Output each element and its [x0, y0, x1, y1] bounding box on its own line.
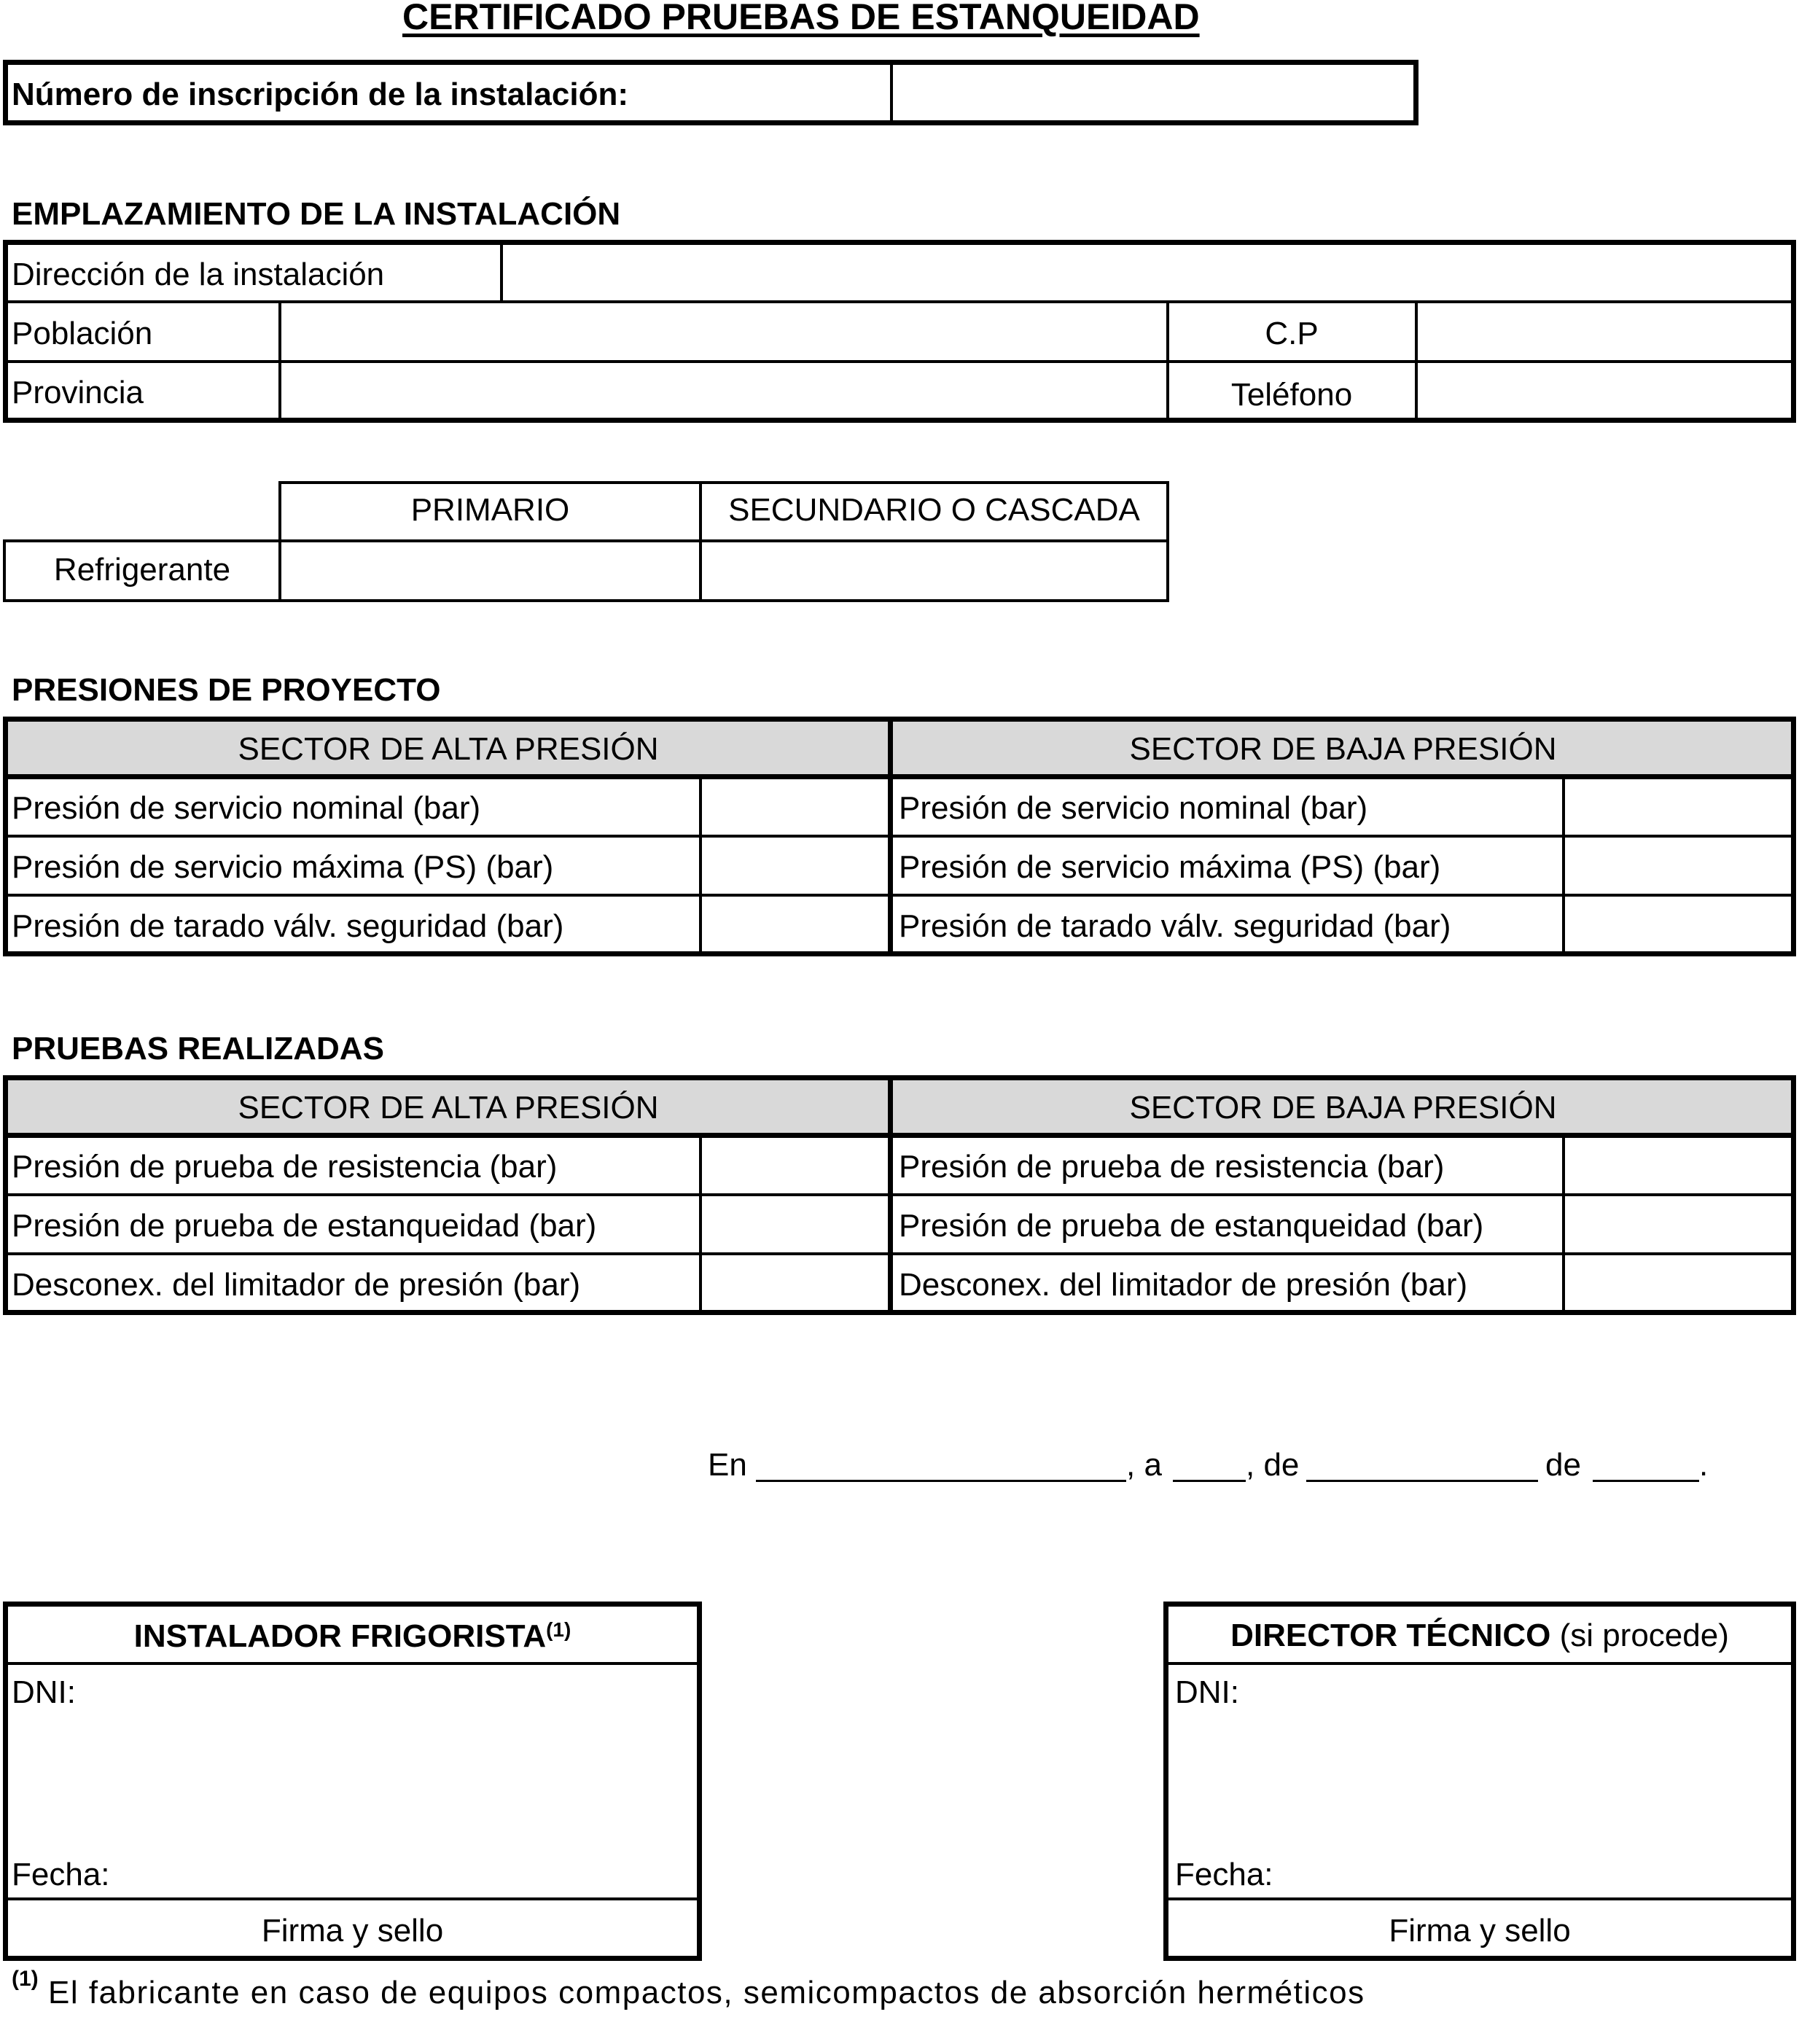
design-low-value-2[interactable]	[1566, 838, 1790, 892]
date-line-end: .	[1699, 1447, 1709, 1483]
registration-label: Número de inscripción de la instalación:	[12, 77, 628, 112]
city-label: Población	[12, 316, 153, 351]
refrigerant-col-secondary: SECUNDARIO O CASCADA	[728, 492, 1140, 528]
tests-low-row-3: Desconex. del limitador de presión (bar)	[899, 1267, 1468, 1303]
location-row-divider-2	[6, 360, 1793, 363]
design-value-divider-low	[1562, 777, 1565, 953]
tests-high-value-2[interactable]	[703, 1197, 885, 1251]
location-col-divider-b	[278, 302, 281, 420]
place-blank[interactable]	[756, 1480, 1126, 1482]
date-line-de1: , de	[1246, 1447, 1300, 1483]
design-divider-2	[6, 894, 1793, 897]
installer-sign-divider	[6, 1897, 699, 1900]
page-title: CERTIFICADO PRUEBAS DE ESTANQUEIDAD	[402, 0, 1200, 37]
tests-low-title: SECTOR DE BAJA PRESIÓN	[1129, 1090, 1557, 1126]
footnote-ref: (1)	[12, 1967, 39, 1991]
design-high-row-3: Presión de tarado válv. seguridad (bar)	[12, 908, 564, 944]
design-high-value-2[interactable]	[703, 838, 885, 892]
address-label: Dirección de la instalación	[12, 257, 385, 292]
date-line-a: , a	[1126, 1447, 1162, 1483]
design-low-value-3[interactable]	[1566, 897, 1790, 951]
month-blank[interactable]	[1306, 1480, 1538, 1482]
installer-title-wrap	[6, 1620, 699, 1653]
director-date-label: Fecha:	[1175, 1857, 1273, 1892]
footnote-text: El fabricante en caso de equipos compactos, semicompactos de absorción herméticos	[48, 1975, 1365, 2010]
design-low-row-2: Presión de servicio máxima (PS) (bar)	[899, 849, 1441, 885]
refrigerant-secondary-field[interactable]	[702, 542, 1166, 599]
tests-low-value-2[interactable]	[1566, 1197, 1790, 1251]
refrigerant-primary-field[interactable]	[281, 542, 699, 599]
design-high-value-3[interactable]	[703, 897, 885, 951]
design-value-divider-high	[699, 777, 702, 953]
tests-low-row-1: Presión de prueba de resistencia (bar)	[899, 1149, 1445, 1185]
location-row-divider-1	[6, 300, 1793, 303]
tests-high-row-1: Presión de prueba de resistencia (bar)	[12, 1149, 558, 1185]
design-pressures-heading: PRESIONES DE PROYECTO	[12, 672, 441, 708]
director-title: DIRECTOR TÉCNICO	[1230, 1618, 1551, 1653]
location-heading: EMPLAZAMIENTO DE LA INSTALACIÓN	[12, 196, 621, 232]
director-header-divider	[1166, 1662, 1793, 1665]
design-high-row-2: Presión de servicio máxima (PS) (bar)	[12, 849, 554, 885]
director-sign-label: Firma y sello	[1389, 1913, 1571, 1949]
installer-dni-field[interactable]	[80, 1666, 692, 1713]
tests-high-row-3: Desconex. del limitador de presión (bar)	[12, 1267, 581, 1303]
tests-high-value-3[interactable]	[703, 1256, 885, 1310]
refrigerant-label: Refrigerante	[53, 552, 231, 588]
design-high-value-1[interactable]	[703, 779, 885, 833]
refrigerant-col-primary: PRIMARIO	[410, 492, 570, 528]
installer-sign-label: Firma y sello	[261, 1913, 444, 1949]
installer-title: INSTALADOR FRIGORISTA	[133, 1618, 547, 1654]
tests-high-value-1[interactable]	[703, 1138, 885, 1192]
city-field[interactable]	[283, 305, 1165, 359]
installer-signature-area[interactable]	[6, 1716, 699, 1847]
phone-field[interactable]	[1418, 364, 1790, 418]
tests-high-row-2: Presión de prueba de estanqueidad (bar)	[12, 1208, 597, 1244]
design-low-row-1: Presión de servicio nominal (bar)	[899, 790, 1368, 826]
design-low-value-1[interactable]	[1566, 779, 1790, 833]
design-high-title: SECTOR DE ALTA PRESIÓN	[238, 731, 659, 767]
director-dni-field[interactable]	[1244, 1666, 1789, 1713]
phone-label: Teléfono	[1230, 377, 1353, 413]
postal-field[interactable]	[1418, 305, 1790, 359]
tests-low-row-2: Presión de prueba de estanqueidad (bar)	[899, 1208, 1484, 1244]
tests-divider-2	[6, 1252, 1793, 1255]
date-line-de2: de	[1545, 1447, 1581, 1483]
director-title-wrap	[1166, 1620, 1793, 1652]
registration-field[interactable]	[894, 65, 1413, 120]
location-col-divider-d	[1415, 302, 1418, 420]
tests-high-title: SECTOR DE ALTA PRESIÓN	[238, 1090, 659, 1126]
installer-date-label: Fecha:	[12, 1857, 110, 1892]
address-field[interactable]	[504, 245, 1790, 299]
province-label: Provincia	[12, 375, 144, 410]
tests-value-divider-high	[699, 1136, 702, 1312]
design-low-row-3: Presión de tarado válv. seguridad (bar)	[899, 908, 1451, 944]
tests-value-divider-low	[1562, 1136, 1565, 1312]
tests-divider-1	[6, 1193, 1793, 1196]
installer-note-ref: (1)	[546, 1618, 571, 1641]
day-blank[interactable]	[1173, 1480, 1246, 1482]
province-field[interactable]	[283, 364, 1165, 418]
director-sign-divider	[1166, 1897, 1793, 1900]
installer-date-field[interactable]	[124, 1849, 692, 1894]
registration-divider	[890, 63, 893, 122]
tests-low-value-3[interactable]	[1566, 1256, 1790, 1310]
design-high-row-1: Presión de servicio nominal (bar)	[12, 790, 481, 826]
installer-header-divider	[6, 1662, 699, 1665]
design-low-title: SECTOR DE BAJA PRESIÓN	[1129, 731, 1557, 767]
date-line-en: En	[708, 1447, 747, 1483]
director-title-suffix: (si procede)	[1559, 1618, 1729, 1653]
location-col-divider-a	[500, 243, 503, 302]
postal-label: C.P	[1265, 316, 1319, 351]
director-dni-label: DNI:	[1175, 1674, 1239, 1710]
tests-heading: PRUEBAS REALIZADAS	[12, 1031, 384, 1066]
director-signature-area[interactable]	[1166, 1716, 1793, 1847]
director-date-field[interactable]	[1287, 1849, 1789, 1894]
year-blank[interactable]	[1593, 1480, 1699, 1482]
installer-dni-label: DNI:	[12, 1674, 76, 1710]
design-divider-1	[6, 835, 1793, 838]
tests-low-value-1[interactable]	[1566, 1138, 1790, 1192]
